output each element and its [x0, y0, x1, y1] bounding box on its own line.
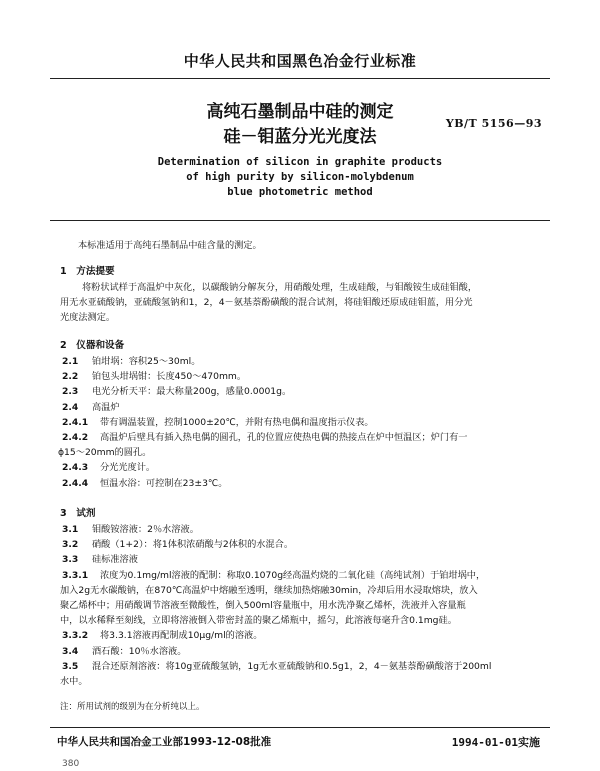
title-rule — [50, 220, 550, 221]
item-text: 铂坩埚：容积25～30ml。 — [92, 356, 201, 367]
effective-date: 1994-01-01实施 — [451, 736, 540, 749]
title-en-line3: blue photometric method — [227, 186, 373, 198]
header-rule — [50, 78, 550, 79]
item-number: 2.1 — [62, 356, 79, 367]
list-item — [62, 400, 542, 415]
list-item-continuation: 中，以水稀释至刻线，立即将溶液倒入带密封盖的聚乙烯瓶中，摇匀，此溶液每毫升含0.1mg硅。 — [60, 615, 457, 627]
item-text: 将3.3.1溶液再配制成10μg/ml的溶液。 — [100, 630, 263, 642]
item-number: 2.4 — [62, 401, 79, 413]
item-number: 3.3 — [62, 554, 79, 566]
scope-text: 本标准适用于高纯石墨制品中硅含量的测定。 — [78, 240, 262, 251]
item-number: 2.4.2 — [62, 432, 89, 444]
list-item — [62, 568, 542, 583]
note-text: 注：所用试剂的级别为在分析纯以上。 — [60, 702, 205, 712]
section-1-paragraph — [60, 280, 542, 326]
section-2-heading: 2 仪器和设备 — [60, 340, 125, 351]
section-1-line: 光度法测定。 — [60, 312, 116, 324]
item-text: 恒温水浴：可控制在23±3℃。 — [100, 477, 228, 489]
item-number: 3.4 — [62, 645, 79, 657]
item-text: 电光分析天平：最大称量200g，感量0.0001g。 — [92, 386, 292, 398]
item-number: 2.3 — [62, 386, 79, 398]
list-item — [62, 415, 542, 430]
item-text: ϕ15～20mm的圆孔。 — [58, 447, 152, 459]
list-item-continuation: 聚乙烯杯中；用硝酸调节溶液至微酸性，倒入500ml容量瓶中，用水洗净聚乙烯杯，洗液并入容量瓶 — [60, 600, 466, 612]
list-item — [62, 460, 542, 475]
item-number: 3.3.2 — [62, 630, 89, 642]
title-cn-line1: 高纯石墨制品中硅的测定 — [206, 102, 394, 122]
section-2-items — [58, 354, 542, 491]
item-number: 2.4.4 — [62, 477, 89, 489]
item-text: 硝酸（1+2）：将1体积浓硝酸与2体积的水混合。 — [92, 539, 294, 551]
list-item — [62, 628, 542, 643]
list-item-continuation: 加入2g无水碳酸钠，在870℃高温炉中熔融至透明，继续加热熔融30min，冷却后用水浸取熔块，放入 — [60, 584, 478, 596]
item-text: 铂包头坩埚钳：长度450～470mm。 — [92, 371, 247, 383]
section-3-heading: 3 试剂 — [60, 508, 96, 519]
list-item — [62, 522, 542, 537]
item-text: 钼酸铵溶液：2％水溶液。 — [92, 524, 199, 535]
item-number: 3.2 — [62, 539, 79, 551]
item-number: 2.4.3 — [62, 462, 89, 474]
item-number: 3.5 — [62, 660, 79, 672]
item-text: 酒石酸：10％水溶液。 — [92, 645, 187, 657]
list-item — [58, 445, 542, 460]
org-title: 中华人民共和国黑色冶金行业标准 — [183, 52, 417, 70]
item-number: 2.4.1 — [62, 416, 89, 428]
list-item — [62, 476, 542, 491]
section-1-line: 用无水亚硫酸钠，亚硫酸氢钠和1，2，4－氨基萘酚磺酸的混合试剂，将硅钼酸还原成硅钼蓝，用分光 — [60, 297, 473, 309]
item-text: 分光光度计。 — [100, 462, 156, 474]
list-item — [62, 644, 542, 659]
list-item — [62, 430, 542, 445]
item-text: 高温炉 — [92, 401, 120, 413]
list-item-continuation: 水中。 — [60, 676, 88, 688]
item-text: 混合还原剂溶液：将10g亚硫酸氢钠，1g无水亚硫酸钠和0.5g1，2，4－氨基萘酚磺酸溶于200ml — [92, 660, 492, 672]
title-en-line2: of high purity by silicon-molybdenum — [186, 171, 414, 183]
list-item — [62, 384, 542, 399]
item-number: 2.2 — [62, 371, 79, 383]
item-number: 3.3.1 — [62, 569, 89, 581]
list-item — [62, 369, 542, 384]
item-text: 高温炉后壁具有插入热电偶的圆孔，孔的位置应使热电偶的热接点在炉中恒温区；炉门有一 — [100, 432, 468, 444]
approval-text: 中华人民共和国冶金工业部1993-12-08批准 — [57, 736, 272, 748]
list-item — [62, 552, 542, 567]
item-text: 带有调温装置，控制1000±20℃，并附有热电偶和温度指示仪表。 — [100, 416, 374, 428]
section-1-heading: 1 方法提要 — [60, 266, 115, 277]
section-1-line: 将粉状试样于高温炉中灰化，以碳酸钠分解灰分，用硝酸处理，生成硅酸，与钼酸铵生成硅钼酸， — [82, 282, 478, 293]
item-number: 3.1 — [62, 524, 79, 535]
list-item — [62, 659, 542, 674]
title-en-line1: Determination of silicon in graphite products — [157, 156, 443, 168]
footer-rule — [50, 727, 550, 728]
page-number: 380 — [62, 759, 80, 769]
list-item — [62, 354, 542, 369]
title-cn-line2: 硅－钼蓝分光光度法 — [223, 127, 377, 147]
standard-code: YB/T 5156—93 — [445, 117, 542, 130]
list-item — [62, 537, 542, 552]
item-text: 浓度为0.1mg/ml溶液的配制：称取0.1070g经高温灼烧的二氧化硅（高纯试剂）于铂坩埚中， — [100, 569, 486, 581]
item-text: 硅标准溶液 — [92, 554, 138, 566]
section-3-items — [62, 522, 542, 689]
